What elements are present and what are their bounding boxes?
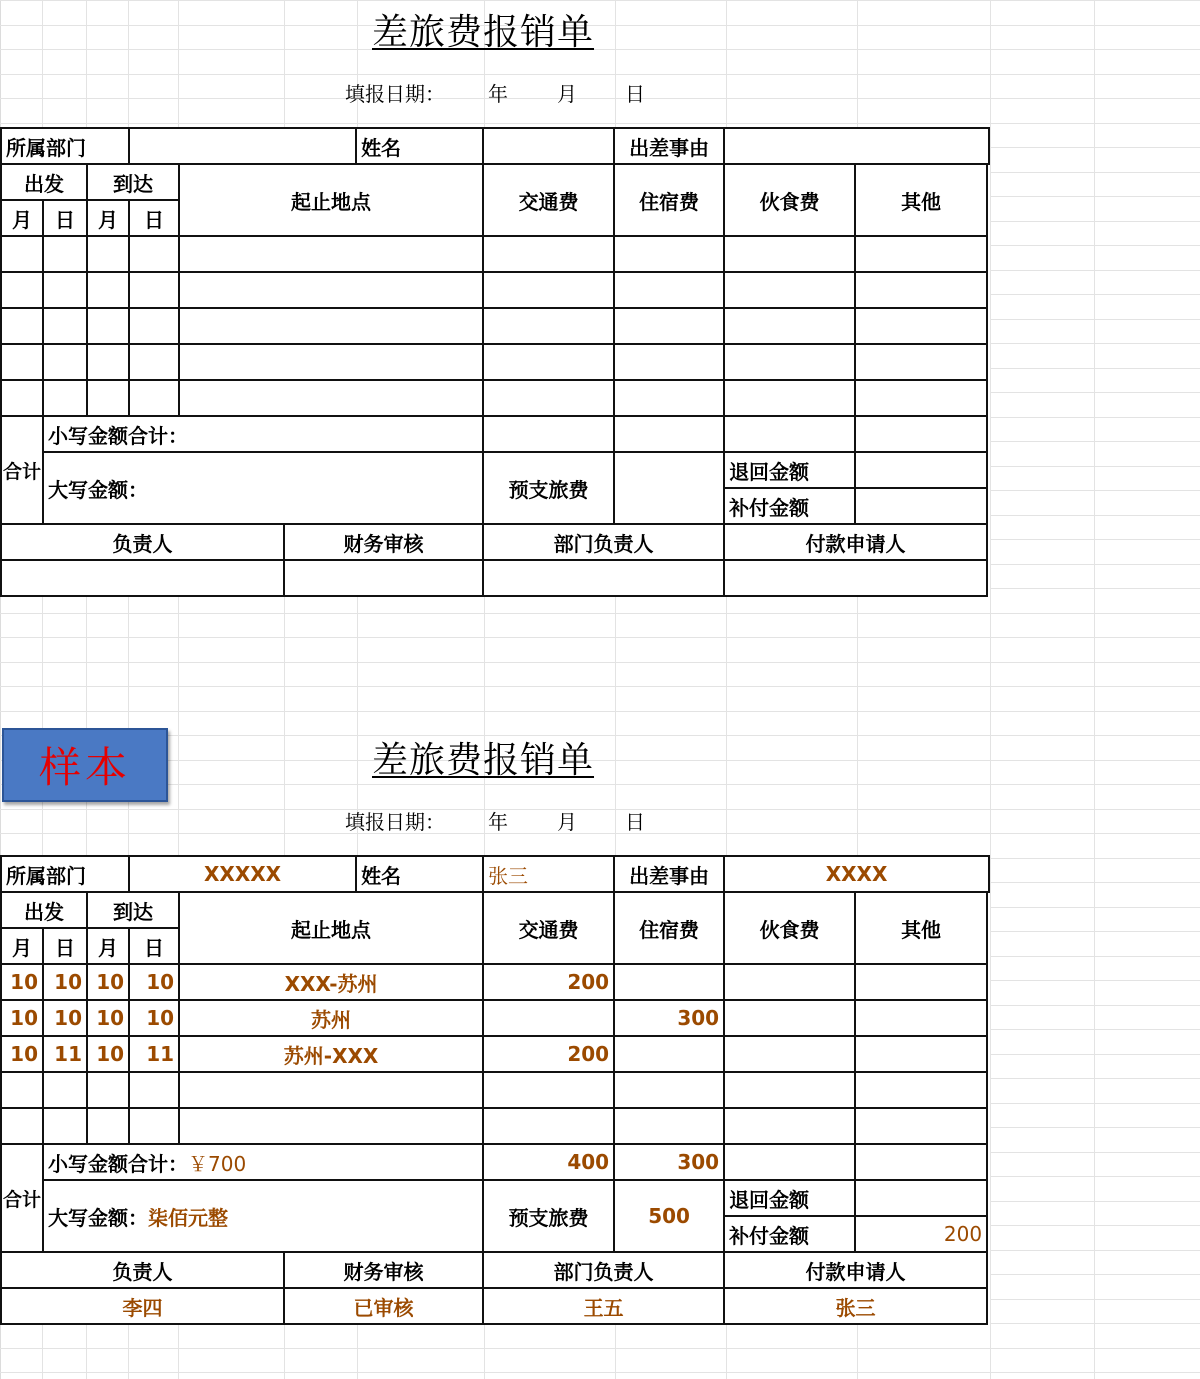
fill-date-label: 填报日期： bbox=[345, 82, 445, 106]
route-cell[interactable] bbox=[179, 1072, 483, 1108]
meals-total[interactable] bbox=[724, 1144, 855, 1180]
route-header: 起止地点 bbox=[179, 164, 483, 236]
small-total-cell bbox=[43, 416, 483, 452]
depart-month-cell[interactable]: 10 bbox=[1, 1036, 43, 1072]
finance-label: 财务审核 bbox=[284, 524, 483, 560]
arrive-month-cell[interactable] bbox=[87, 1072, 129, 1108]
table-row bbox=[1, 1000, 989, 1036]
table-row bbox=[1, 1108, 989, 1144]
transport-cell[interactable] bbox=[483, 344, 614, 380]
finance-signature[interactable]: 已审核 bbox=[284, 1288, 483, 1324]
small-total-value[interactable]: ￥700 bbox=[188, 1151, 247, 1176]
transport-cell[interactable] bbox=[483, 236, 614, 272]
reason-label: 出差事由 bbox=[614, 856, 724, 892]
transport-cell[interactable]: 200 bbox=[483, 1036, 614, 1072]
depart-month-cell[interactable] bbox=[1, 308, 43, 344]
depart-month-cell[interactable] bbox=[1, 272, 43, 308]
depart-day-cell[interactable] bbox=[43, 308, 87, 344]
responsible-label: 负责人 bbox=[1, 1252, 284, 1288]
fill-date-month: 月 bbox=[557, 810, 577, 834]
depart-month-cell[interactable] bbox=[1, 1072, 43, 1108]
fill-date-year: 年 bbox=[488, 82, 508, 106]
meals-header: 伙食费 bbox=[724, 892, 855, 964]
arrive-day-label: 日 bbox=[129, 200, 179, 236]
advance-value[interactable] bbox=[614, 452, 724, 524]
arrive-label: 到达 bbox=[87, 892, 179, 928]
arrive-label: 到达 bbox=[87, 164, 179, 200]
lodging-cell[interactable] bbox=[614, 236, 724, 272]
lodging-header: 住宿费 bbox=[614, 892, 724, 964]
other-cell[interactable] bbox=[855, 1072, 987, 1108]
meals-cell[interactable] bbox=[724, 1108, 855, 1144]
depart-day-cell[interactable] bbox=[43, 380, 87, 416]
table-row bbox=[1, 964, 989, 1000]
depart-month-cell[interactable] bbox=[1, 380, 43, 416]
transport-cell[interactable] bbox=[483, 1108, 614, 1144]
meals-cell[interactable] bbox=[724, 964, 855, 1000]
depart-label: 出发 bbox=[1, 164, 87, 200]
depart-month-cell[interactable] bbox=[1, 344, 43, 380]
route-cell[interactable] bbox=[179, 308, 483, 344]
arrive-day-cell[interactable] bbox=[129, 344, 179, 380]
refund-value[interactable] bbox=[855, 452, 987, 488]
table-row bbox=[1, 308, 989, 344]
arrive-month-label: 月 bbox=[87, 928, 129, 964]
transport-cell[interactable] bbox=[483, 1000, 614, 1036]
depart-day-cell[interactable]: 10 bbox=[43, 1000, 87, 1036]
dept-value[interactable] bbox=[129, 128, 356, 164]
depart-month-label: 月 bbox=[1, 200, 43, 236]
dept-label: 所属部门 bbox=[1, 128, 129, 164]
other-cell[interactable] bbox=[855, 236, 987, 272]
meals-cell[interactable] bbox=[724, 1000, 855, 1036]
big-total-value[interactable]: 柒佰元整 bbox=[148, 1205, 228, 1230]
depart-day-label: 日 bbox=[43, 200, 87, 236]
refund-label: 退回金额 bbox=[724, 1180, 855, 1216]
route-cell[interactable]: 苏州 bbox=[179, 1000, 483, 1036]
arrive-month-cell[interactable] bbox=[87, 308, 129, 344]
fill-date-month: 月 bbox=[557, 82, 577, 106]
meals-cell[interactable] bbox=[724, 236, 855, 272]
supplement-value[interactable] bbox=[855, 488, 987, 524]
route-cell[interactable]: 苏州-XXX bbox=[179, 1036, 483, 1072]
expense-table bbox=[0, 127, 990, 597]
arrive-month-cell[interactable]: 10 bbox=[87, 964, 129, 1000]
arrive-month-cell[interactable] bbox=[87, 1108, 129, 1144]
depart-label: 出发 bbox=[1, 892, 87, 928]
supplement-label: 补付金额 bbox=[724, 1216, 855, 1252]
responsible-signature[interactable] bbox=[1, 560, 284, 596]
grid-column-line bbox=[990, 0, 991, 1379]
advance-label: 预支旅费 bbox=[483, 1180, 614, 1252]
meals-cell[interactable] bbox=[724, 272, 855, 308]
depart-day-cell[interactable] bbox=[43, 1108, 87, 1144]
depart-month-cell[interactable] bbox=[1, 1108, 43, 1144]
depart-day-label: 日 bbox=[43, 928, 87, 964]
refund-label: 退回金额 bbox=[724, 452, 855, 488]
big-total-label: 大写金额： bbox=[48, 1205, 148, 1230]
name-value[interactable]: 张三 bbox=[483, 856, 614, 892]
arrive-month-cell[interactable] bbox=[87, 236, 129, 272]
arrive-day-cell[interactable]: 10 bbox=[129, 1000, 179, 1036]
reason-value[interactable] bbox=[724, 128, 989, 164]
table-row bbox=[1, 272, 989, 308]
dept-head-label: 部门负责人 bbox=[483, 1252, 724, 1288]
supplement-label: 补付金额 bbox=[724, 488, 855, 524]
depart-month-label: 月 bbox=[1, 928, 43, 964]
transport-cell[interactable] bbox=[483, 1072, 614, 1108]
depart-month-cell[interactable]: 10 bbox=[1, 1000, 43, 1036]
grid-row-line bbox=[0, 1372, 1200, 1373]
big-total-cell bbox=[43, 1180, 483, 1252]
expense-table bbox=[0, 855, 990, 1325]
dept-label: 所属部门 bbox=[1, 856, 129, 892]
arrive-day-cell[interactable] bbox=[129, 272, 179, 308]
transport-header: 交通费 bbox=[483, 164, 614, 236]
form-title: 差旅费报销单 bbox=[372, 740, 595, 781]
grid-row-line bbox=[0, 98, 1200, 99]
name-label: 姓名 bbox=[356, 128, 483, 164]
small-total-label: 小写金额合计： bbox=[48, 1151, 188, 1176]
lodging-total[interactable] bbox=[614, 416, 724, 452]
grid-row-line bbox=[0, 809, 1200, 810]
lodging-cell[interactable] bbox=[614, 380, 724, 416]
arrive-day-cell[interactable]: 11 bbox=[129, 1036, 179, 1072]
grid-row-line bbox=[0, 74, 1200, 75]
transport-header: 交通费 bbox=[483, 892, 614, 964]
route-cell[interactable] bbox=[179, 380, 483, 416]
arrive-month-cell[interactable] bbox=[87, 344, 129, 380]
fill-date-label: 填报日期： bbox=[345, 810, 445, 834]
arrive-month-cell[interactable]: 10 bbox=[87, 1000, 129, 1036]
table-row bbox=[1, 1072, 989, 1108]
transport-cell[interactable]: 200 bbox=[483, 964, 614, 1000]
table-row bbox=[1, 380, 989, 416]
total-label: 合计 bbox=[1, 1144, 43, 1252]
arrive-month-cell[interactable] bbox=[87, 380, 129, 416]
lodging-cell[interactable]: 300 bbox=[614, 1000, 724, 1036]
lodging-cell[interactable] bbox=[614, 1108, 724, 1144]
depart-day-cell[interactable] bbox=[43, 272, 87, 308]
table-row bbox=[1, 236, 989, 272]
small-total-label: 小写金额合计： bbox=[48, 423, 188, 448]
other-header: 其他 bbox=[855, 164, 987, 236]
big-total-cell bbox=[43, 452, 483, 524]
route-header: 起止地点 bbox=[179, 892, 483, 964]
grid-row-line bbox=[0, 1348, 1200, 1349]
arrive-month-cell[interactable] bbox=[87, 272, 129, 308]
lodging-cell[interactable] bbox=[614, 964, 724, 1000]
depart-day-cell[interactable] bbox=[43, 1072, 87, 1108]
depart-day-cell[interactable]: 10 bbox=[43, 964, 87, 1000]
other-cell[interactable] bbox=[855, 344, 987, 380]
transport-cell[interactable] bbox=[483, 380, 614, 416]
meals-cell[interactable] bbox=[724, 308, 855, 344]
lodging-cell[interactable] bbox=[614, 344, 724, 380]
lodging-cell[interactable] bbox=[614, 1072, 724, 1108]
total-label: 合计 bbox=[1, 416, 43, 524]
meals-cell[interactable] bbox=[724, 344, 855, 380]
dept-head-signature[interactable] bbox=[483, 560, 724, 596]
table-row bbox=[1, 1036, 989, 1072]
depart-month-cell[interactable]: 10 bbox=[1, 964, 43, 1000]
lodging-cell[interactable] bbox=[614, 1036, 724, 1072]
fill-date-day: 日 bbox=[625, 82, 645, 106]
dept-head-signature[interactable]: 王五 bbox=[483, 1288, 724, 1324]
applicant-signature[interactable]: 张三 bbox=[724, 1288, 987, 1324]
arrive-day-cell[interactable]: 10 bbox=[129, 964, 179, 1000]
form-title: 差旅费报销单 bbox=[372, 12, 595, 53]
arrive-day-label: 日 bbox=[129, 928, 179, 964]
small-total-cell bbox=[43, 1144, 483, 1180]
other-cell[interactable] bbox=[855, 308, 987, 344]
arrive-day-cell[interactable] bbox=[129, 236, 179, 272]
applicant-signature[interactable] bbox=[724, 560, 987, 596]
arrive-day-cell[interactable] bbox=[129, 380, 179, 416]
name-label: 姓名 bbox=[356, 856, 483, 892]
advance-label: 预支旅费 bbox=[483, 452, 614, 524]
finance-signature[interactable] bbox=[284, 560, 483, 596]
transport-total[interactable] bbox=[483, 416, 614, 452]
depart-month-cell[interactable] bbox=[1, 236, 43, 272]
route-cell[interactable] bbox=[179, 1108, 483, 1144]
responsible-signature[interactable]: 李四 bbox=[1, 1288, 284, 1324]
grid-row-line bbox=[0, 711, 1200, 712]
route-cell[interactable] bbox=[179, 344, 483, 380]
other-cell[interactable] bbox=[855, 1108, 987, 1144]
advance-value[interactable]: 500 bbox=[614, 1180, 724, 1252]
meals-total[interactable] bbox=[724, 416, 855, 452]
other-cell[interactable] bbox=[855, 380, 987, 416]
sample-badge: 样本 bbox=[2, 728, 168, 802]
grid-row-line bbox=[0, 637, 1200, 638]
grid-column-line bbox=[1094, 0, 1095, 1379]
applicant-label: 付款申请人 bbox=[724, 524, 987, 560]
meals-cell[interactable] bbox=[724, 1036, 855, 1072]
refund-value[interactable] bbox=[855, 1180, 987, 1216]
meals-header: 伙食费 bbox=[724, 164, 855, 236]
grid-row-line bbox=[0, 784, 1200, 785]
dept-value[interactable]: XXXXX bbox=[129, 856, 356, 892]
grid-row-line bbox=[0, 0, 1200, 1]
depart-day-cell[interactable] bbox=[43, 344, 87, 380]
grid-row-line bbox=[0, 662, 1200, 663]
other-cell[interactable] bbox=[855, 272, 987, 308]
other-total[interactable] bbox=[855, 416, 987, 452]
transport-total[interactable]: 400 bbox=[483, 1144, 614, 1180]
meals-cell[interactable] bbox=[724, 380, 855, 416]
route-cell[interactable] bbox=[179, 236, 483, 272]
responsible-label: 负责人 bbox=[1, 524, 284, 560]
grid-row-line bbox=[0, 833, 1200, 834]
transport-cell[interactable] bbox=[483, 272, 614, 308]
lodging-header: 住宿费 bbox=[614, 164, 724, 236]
fill-date-year: 年 bbox=[488, 810, 508, 834]
finance-label: 财务审核 bbox=[284, 1252, 483, 1288]
other-cell[interactable] bbox=[855, 1036, 987, 1072]
big-total-label: 大写金额： bbox=[48, 477, 148, 502]
depart-day-cell[interactable] bbox=[43, 236, 87, 272]
grid-row-line bbox=[0, 613, 1200, 614]
depart-day-cell[interactable]: 11 bbox=[43, 1036, 87, 1072]
other-cell[interactable] bbox=[855, 964, 987, 1000]
applicant-label: 付款申请人 bbox=[724, 1252, 987, 1288]
grid-row-line bbox=[0, 123, 1200, 124]
table-row bbox=[1, 344, 989, 380]
arrive-month-cell[interactable]: 10 bbox=[87, 1036, 129, 1072]
grid-row-line bbox=[0, 686, 1200, 687]
route-cell[interactable]: XXX-苏州 bbox=[179, 964, 483, 1000]
reason-value[interactable]: XXXX bbox=[724, 856, 989, 892]
supplement-value[interactable]: 200 bbox=[855, 1216, 987, 1252]
other-header: 其他 bbox=[855, 892, 987, 964]
fill-date-day: 日 bbox=[625, 810, 645, 834]
meals-cell[interactable] bbox=[724, 1072, 855, 1108]
lodging-total[interactable]: 300 bbox=[614, 1144, 724, 1180]
arrive-day-cell[interactable] bbox=[129, 1108, 179, 1144]
arrive-month-label: 月 bbox=[87, 200, 129, 236]
lodging-cell[interactable] bbox=[614, 272, 724, 308]
lodging-cell[interactable] bbox=[614, 308, 724, 344]
route-cell[interactable] bbox=[179, 272, 483, 308]
reason-label: 出差事由 bbox=[614, 128, 724, 164]
dept-head-label: 部门负责人 bbox=[483, 524, 724, 560]
arrive-day-cell[interactable] bbox=[129, 308, 179, 344]
name-value[interactable] bbox=[483, 128, 614, 164]
other-total[interactable] bbox=[855, 1144, 987, 1180]
arrive-day-cell[interactable] bbox=[129, 1072, 179, 1108]
other-cell[interactable] bbox=[855, 1000, 987, 1036]
transport-cell[interactable] bbox=[483, 308, 614, 344]
